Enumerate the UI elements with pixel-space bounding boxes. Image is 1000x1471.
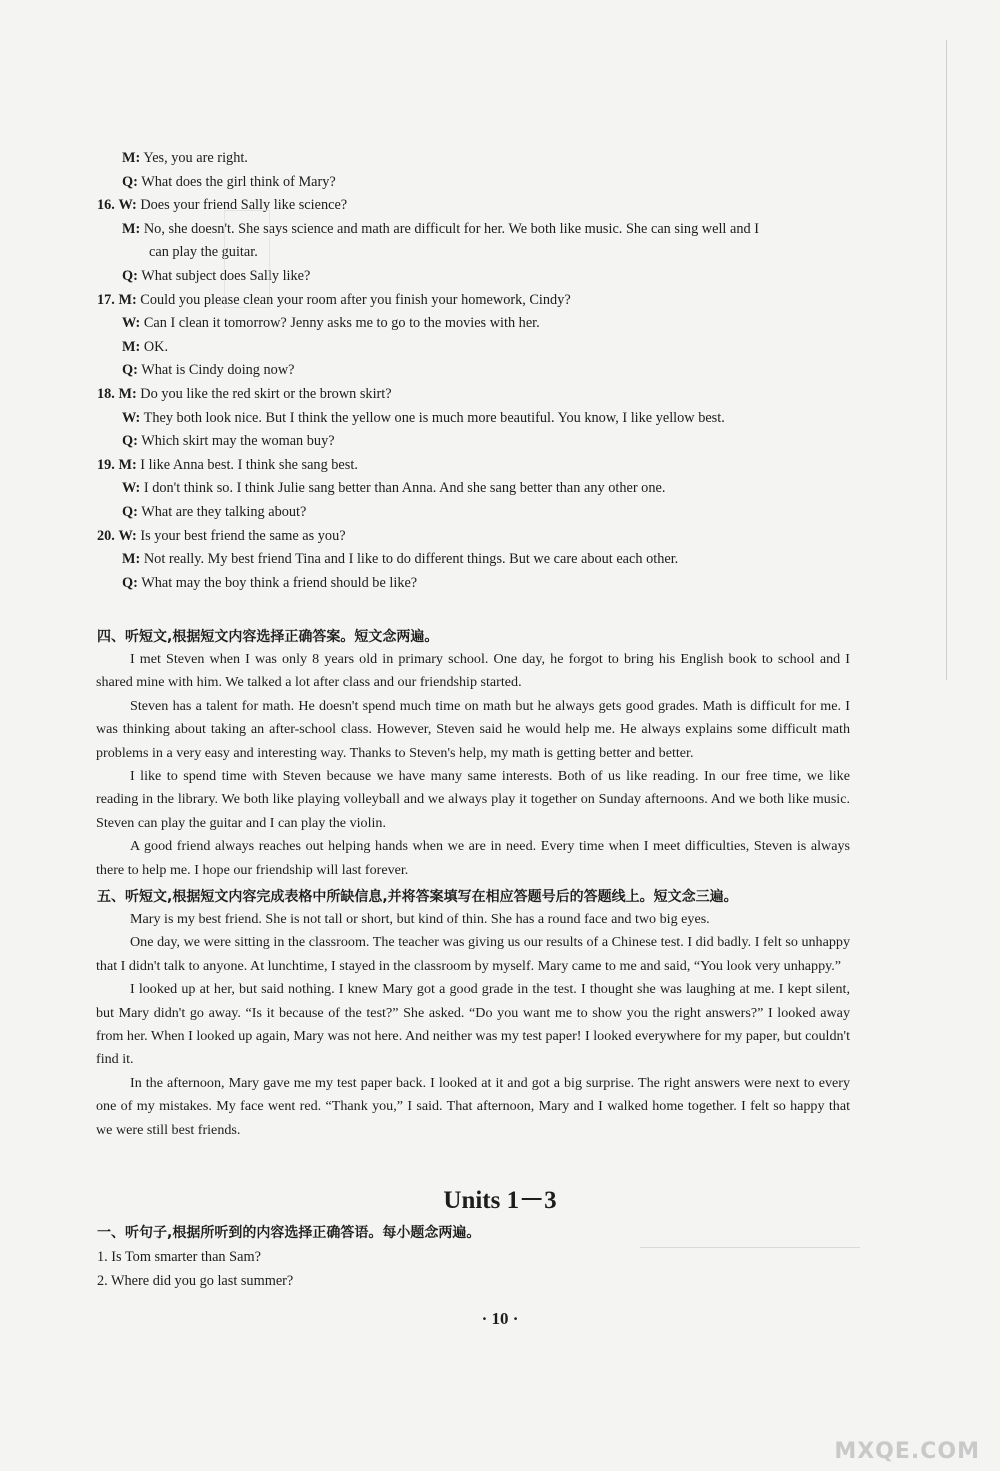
scan-edge-line [946, 40, 947, 680]
speaker-label: W: [122, 480, 141, 497]
dialogue-text: I like Anna best. I think she sang best. [140, 456, 358, 473]
passage-paragraph: A good friend always reaches out helping hands when we are in need. Every time when I meet difficulties, Steven is always there to help me. I hope our friendship will last forever. [96, 838, 850, 878]
dialogue-text: What may the boy think a friend should be like? [141, 574, 418, 591]
speaker-label: M: [122, 150, 141, 166]
dialogue-line [122, 572, 1000, 594]
section-4-passage [96, 648, 850, 882]
speaker-label: M: [118, 291, 137, 308]
dialogue-line [122, 359, 1000, 381]
dialogue-text: Not really. My best friend Tina and I like to do different things. But we care about each other. [143, 551, 679, 568]
dialogue-text: They both look nice. But I think the yellow one is much more beautiful. You know, I like yellow best. [143, 409, 725, 426]
dialogue-text: Does your friend Sally like science? [140, 197, 348, 214]
dialogue-text: Which skirt may the woman buy? [141, 433, 335, 450]
dialogue-line [122, 407, 1000, 429]
dialogue-line [97, 525, 1000, 547]
section-4-heading: 四、听短文,根据短文内容选择正确答案。短文念两遍。 [97, 629, 439, 645]
faint-stamp [224, 210, 270, 308]
question-item: 1. Is Tom smarter than Sam? [97, 1249, 261, 1265]
dialogue-text: Is your best friend the same as you? [140, 527, 346, 544]
dialogue-text: Can I clean it tomorrow? Jenny asks me to go to the movies with her. [143, 315, 540, 332]
speaker-label: M: [118, 386, 137, 402]
question-number: 20. [97, 527, 115, 544]
dialogue-line [122, 430, 1000, 452]
passage-paragraph: One day, we were sitting in the classroom. The teacher was giving us our results of a Chinese test. I did badly. I felt so unhappy that I didn't talk to anyone. At lunchtime, I stayed in the classroom by myself. Mary came to me and said, “You look very unhappy.” [96, 934, 850, 974]
dialogue-text: can play the guitar. [149, 244, 258, 261]
speaker-label: M: [118, 456, 137, 473]
dialogue-line [122, 501, 1000, 523]
speaker-label: M: [122, 338, 141, 355]
question-number: 18. [97, 386, 115, 402]
passage-paragraph: I looked up at her, but said nothing. I knew Mary got a good grade in the test. I thought she was laughing at me. I kept silent, but Mary didn't go away. “Is it because of the test?” She asked. “Do you want me to show you the right answers?” I looked away from her. When I looked up again, Mary was not here. And neither was my test paper! I looked everywhere for my paper, but couldn't find it. [96, 981, 850, 1068]
section-5-passage [96, 908, 850, 1142]
dialogue-line [122, 336, 1000, 358]
speaker-label: Q: [122, 433, 138, 450]
passage-paragraph: I met Steven when I was only 8 years old in primary school. One day, he forgot to bring his English book to school and I shared mine with him. We talked a lot after class and our friendship started. [96, 651, 850, 691]
dialogue-text: Yes, you are right. [143, 150, 248, 166]
passage-paragraph: I like to spend time with Steven because we have many same interests. Both of us like reading. In our free time, we like reading in the library. We both like playing volleyball and we always play it together on Sunday afternoons. And we both like music. Steven can play the guitar and I can play the violin. [96, 768, 850, 831]
section-1-heading: 一、听句子,根据所听到的内容选择正确答语。每小题念两遍。 [97, 1225, 481, 1241]
speaker-label: Q: [122, 504, 138, 520]
question-number: 19. [97, 456, 115, 473]
speaker-label: Q: [122, 173, 138, 190]
dialogue-line [122, 147, 1000, 169]
dialogue-text: What are they talking about? [141, 504, 307, 520]
dialogue-line [97, 454, 1000, 476]
question-number: 16. [97, 197, 115, 214]
watermark-logo [796, 1398, 986, 1468]
page-number: · 10 · [481, 1309, 519, 1328]
passage-paragraph: In the afternoon, Mary gave me my test paper back. I looked at it and got a big surprise. The right answers were next to every one of my mistakes. My face went red. “Thank you,” I said. That afternoon, Mary and I walked home together. I felt so happy that we were still best friends. [96, 1074, 850, 1138]
dialogue-text: I don't think so. I think Julie sang better than Anna. And she sang better than any other one. [143, 480, 666, 497]
speaker-label: W: [122, 409, 141, 426]
speaker-label: M: [122, 551, 141, 568]
dialogue-text: What does the girl think of Mary? [141, 173, 336, 190]
speaker-label: W: [118, 527, 137, 544]
dialogue-text: What subject does Sally like? [141, 268, 311, 284]
speaker-label: Q: [122, 362, 138, 379]
speaker-label: M: [122, 220, 141, 237]
speaker-label: Q: [122, 574, 138, 591]
dialogue-line [122, 477, 1000, 499]
dialogue-text: What is Cindy doing now? [141, 362, 295, 379]
section-5-heading: 五、听短文,根据短文内容完成表格中所缺信息,并将答案填写在相应答题号后的答题线上。短文念三遍。 [97, 889, 738, 905]
speaker-label: W: [122, 315, 141, 332]
dialogue-line [122, 312, 1000, 334]
dialogue-line [122, 171, 1000, 193]
dialogue-line [149, 241, 1000, 263]
dialogue-line [122, 548, 1000, 570]
dialogue-text: OK. [143, 338, 169, 355]
speaker-label: Q: [122, 268, 138, 284]
question-number: 17. [97, 291, 115, 308]
units-title: Units 1－3 [443, 1187, 557, 1214]
passage-paragraph: Steven has a talent for math. He doesn't spend much time on math but he always gets good grades. Math is difficult for me. I was thinking about taking an after-school class. However, Steven said he would help me. He always explains some difficult math problems in a very easy and interesting way. Thanks to Steven's help, my math is getting better and better. [96, 697, 850, 761]
dialogue-text: Could you please clean your room after you finish your homework, Cindy? [140, 291, 571, 308]
scan-smudge-line [640, 1247, 860, 1248]
watermark-text: MXQE.COM [834, 1439, 980, 1464]
dialogue-text: No, she doesn't. She says science and math are difficult for her. We both like music. She can sing well and I [143, 220, 759, 237]
passage-paragraph: Mary is my best friend. She is not tall or short, but kind of thin. She has a round face and two big eyes. [130, 911, 710, 927]
speaker-label: W: [118, 197, 137, 214]
dialogue-text: Do you like the red skirt or the brown skirt? [140, 386, 392, 402]
question-item: 2. Where did you go last summer? [97, 1273, 294, 1289]
dialogue-line [97, 383, 1000, 405]
